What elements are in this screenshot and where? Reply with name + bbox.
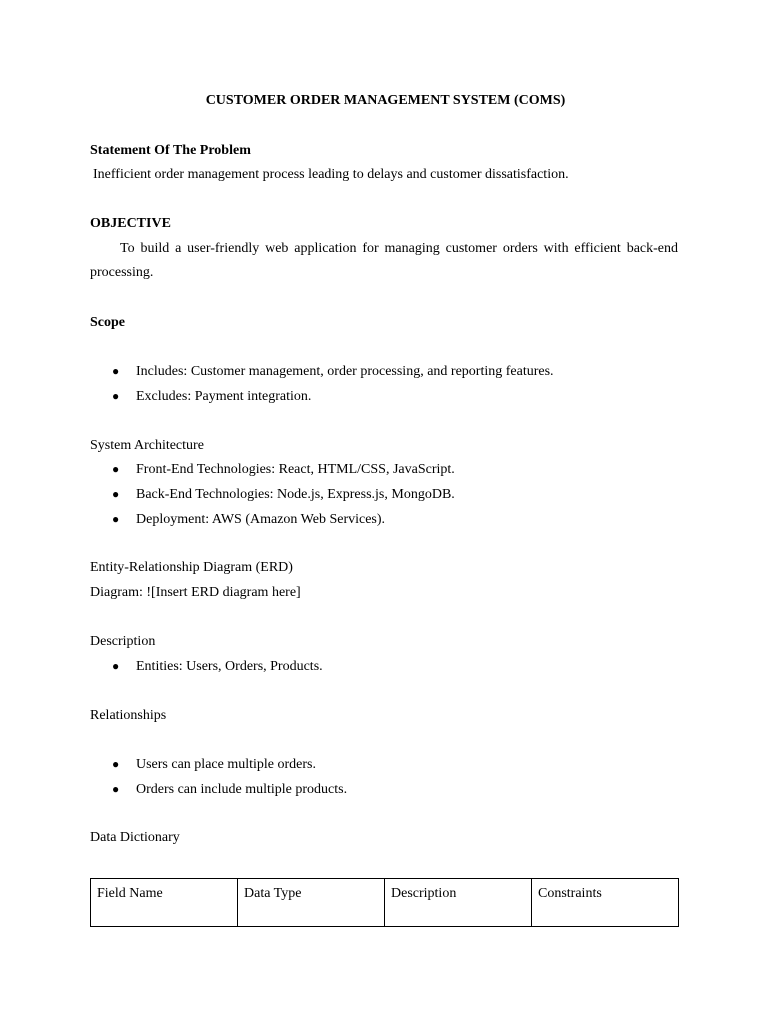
relationship-item (112, 755, 316, 774)
column-header: Constraints (532, 879, 679, 927)
relationships-heading: Relationships (90, 708, 167, 723)
bullet-icon: ● (112, 364, 120, 378)
bullet-icon: ● (112, 512, 120, 526)
architecture-item-text: Back-End Technologies: Node.js, Express.js, MongoDB. (136, 487, 455, 502)
data-dictionary-table (90, 878, 679, 927)
bullet-icon: ● (112, 659, 120, 673)
description-heading: Description (90, 634, 156, 649)
column-header: Data Type (238, 879, 385, 927)
bullet-icon: ● (112, 462, 120, 476)
erd-heading: Entity-Relationship Diagram (ERD) (90, 560, 293, 575)
architecture-item (112, 460, 455, 479)
relationship-item (112, 780, 347, 799)
data-dictionary-heading: Data Dictionary (90, 830, 180, 845)
architecture-item (112, 510, 385, 529)
column-header: Field Name (91, 879, 238, 927)
scope-item-text: Includes: Customer management, order processing, and reporting features. (136, 364, 554, 379)
bullet-icon: ● (112, 782, 120, 796)
architecture-item (112, 485, 455, 504)
scope-item-text: Excludes: Payment integration. (136, 389, 312, 404)
scope-item (112, 362, 554, 381)
document-title: CUSTOMER ORDER MANAGEMENT SYSTEM (COMS) (205, 93, 566, 108)
architecture-item-text: Front-End Technologies: React, HTML/CSS, JavaScript. (136, 462, 455, 477)
relationship-item-text: Users can place multiple orders. (136, 757, 316, 772)
problem-text: Inefficient order management process leading to delays and customer dissatisfaction. (93, 167, 569, 182)
column-header: Description (385, 879, 532, 927)
bullet-icon: ● (112, 487, 120, 501)
bullet-icon: ● (112, 757, 120, 771)
erd-diagram-placeholder: Diagram: ![Insert ERD diagram here] (90, 585, 301, 600)
scope-item (112, 387, 311, 406)
description-item-text: Entities: Users, Orders, Products. (136, 659, 323, 674)
architecture-item-text: Deployment: AWS (Amazon Web Services). (136, 512, 386, 527)
architecture-heading: System Architecture (90, 438, 204, 453)
bullet-icon: ● (112, 389, 120, 403)
relationship-item-text: Orders can include multiple products. (136, 782, 348, 797)
problem-heading: Statement Of The Problem (90, 143, 251, 158)
table-header-row (91, 879, 679, 927)
description-item (112, 657, 323, 676)
objective-text: To build a user-friendly web application for managing customer orders with efficient back-end processing. (90, 241, 678, 280)
objective-heading: OBJECTIVE (90, 216, 171, 231)
scope-heading: Scope (90, 315, 125, 330)
